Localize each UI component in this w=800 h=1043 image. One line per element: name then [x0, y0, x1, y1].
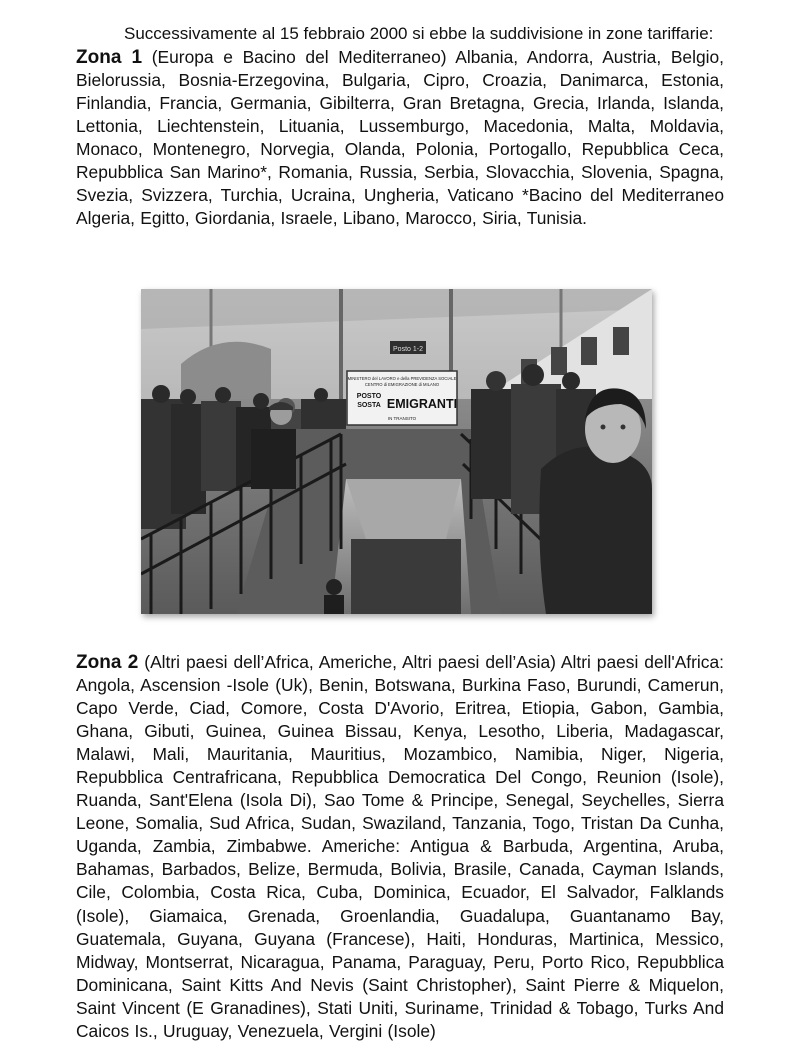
zona2-paragraph: [76, 651, 724, 1043]
zona2-heading: Zona 2: [76, 652, 139, 673]
man-on-stairs: [326, 579, 342, 595]
sign-left-2-text: SOSTA: [357, 402, 381, 409]
zona1-heading: Zona 1: [76, 47, 143, 68]
zona1-text: (Europa e Bacino del Mediterraneo) Albania, Andorra, Austria, Belgio, Bielorussia, Bosnia-Erzegovina, Bulgaria, Cipro, Croazia, Danimarca, Estonia, Finlandia, Francia, Germania, Gibilterra, Gran Bretagna, Grecia, Irlanda, Islanda, Lettonia, Liechtenstein, Lituania, Lussemburgo, Macedonia, Malta, Moldavia, Monaco, Montenegro, Norvegia, Olanda, Polonia, Portogallo, Repubblica Ceca, Repubblica San Marino*, Romania, Russia, Serbia, Slovacchia, Slovenia, Spagna, Svezia, Svizzera, Turchia, Ucraina, Ungheria, Vaticano *Bacino del Mediterraneo Algeria, Egitto, Giordania, Israele, Libano, Marocco, Siria, Tunisia.: [76, 47, 724, 229]
intro-line: Successivamente al 15 febbraio 2000 si ebbe la suddivisione in zone tariffarie:: [124, 24, 714, 43]
sign-mid-text: CENTRO di EMIGRAZIONE di MILANO: [364, 382, 440, 387]
zona1-paragraph: [76, 46, 724, 230]
sign-bottom-text: IN TRANSITO: [387, 416, 417, 421]
sign-top-text: MINISTERO del LAVORO e della PREVIDENZA SOCIALE: [347, 376, 457, 381]
zona2-text: (Altri paesi dell’Africa, Americhe, Altri paesi dell’Asia) Altri paesi dell'Africa: Angola, Ascension -Isole (Uk), Benin, Botswana, Burkina Faso, Burundi, Camerun, Capo Verde, Ciad, Comore, Costa D'Avorio, Eritrea, Etiopia, Gabon, Gambia, Ghana, Gibuti, Guinea, Guinea Bissau, Kenya, Lesotho, Liberia, Madagascar, Malawi, Mali, Mauritania, Mauritius, Mozambico, Namibia, Niger, Nigeria, Repubblica Centrafricana, Repubblica Democratica Del Congo, Reunion (Isole), Ruanda, Sant'Elena (Isola Di), Sao Tome & Principe, Senegal, Seychelles, Sierra Leone, Somalia, Sud Africa, Sudan, Swaziland, Tanzania, Togo, Tristan Da Cunha, Uganda, Zambia, Zimbabwe. Americhe: Antigua & Barbuda, Argentina, Aruba, Bahamas, Barbados, Belize, Bermuda, Bolivia, Brasile, Canada, Cayman Islands, Cile, Colombia, Costa Rica, Cuba, Dominica, Ecuador, El Salvador, Falklands (Isole), Giamaica, Grenada, Groenlandia, Guadalupa, Guantanamo Bay, Guatemala, Guyana, Guyana (Francese), Haiti, Honduras, Martinica, Messico, Midway, Montserrat, Nicaragua, Panama, Paraguay, Peru, Porto Rico, Repubblica Dominicana, Saint Kitts And Nevis (Saint Christopher), Saint Pierre & Miquelon, Saint Vincent (E Granadines), Stati Uniti, Suriname, Trinidad & Tobago, Turks And Caicos Is., Uruguay, Venezuela, Vergini (Isole): [76, 652, 724, 1041]
small-sign-text: Posto 1-2: [393, 346, 423, 353]
emigranti-sign: [347, 371, 457, 425]
emigrants-photo: [141, 289, 652, 614]
sign-main-text: EMIGRANTI: [386, 397, 458, 411]
sign-left-1-text: POSTO: [356, 393, 382, 400]
